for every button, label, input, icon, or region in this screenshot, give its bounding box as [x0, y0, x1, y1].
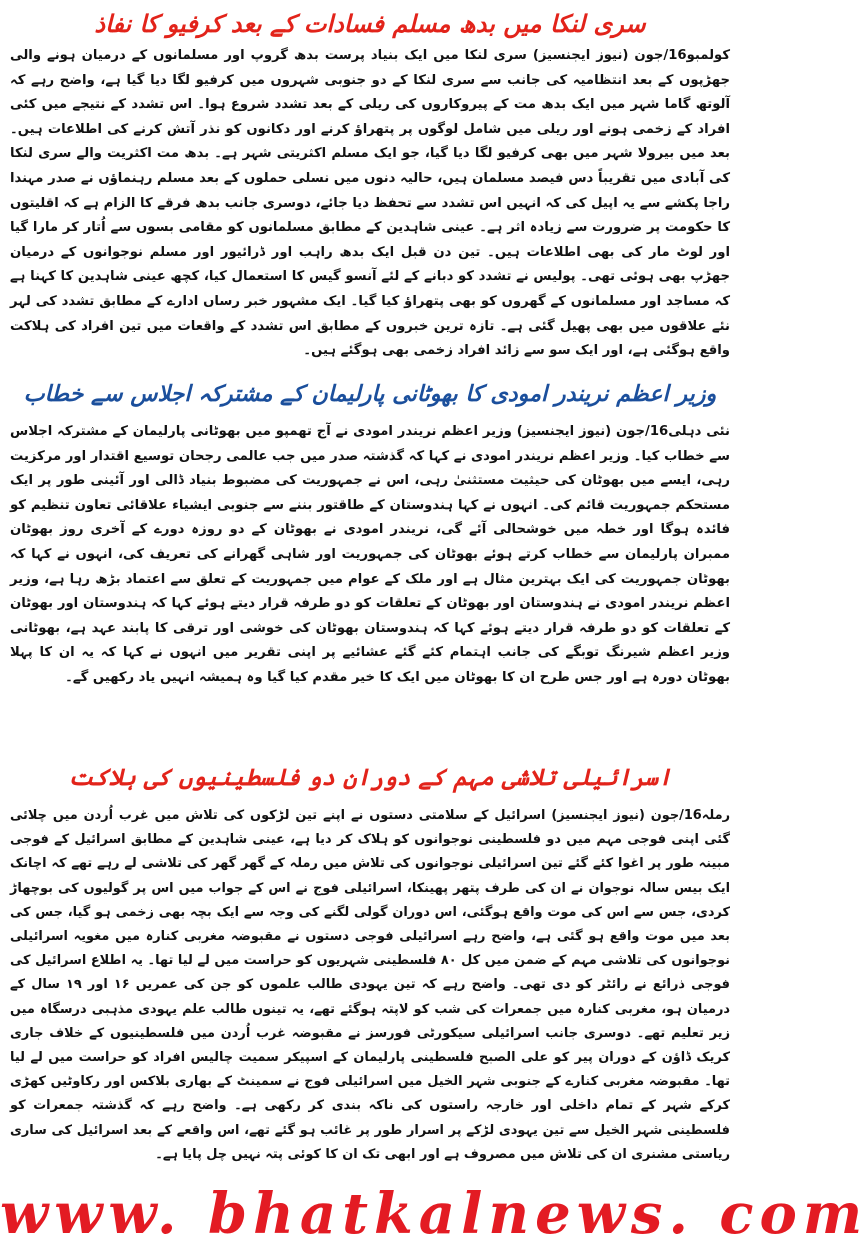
article-israel-search-body: رملہ16/جون (نیوز ایجنسیز) اسرائیل کے سلامتی دستوں نے اپنے تین لڑکوں کی تلاش میں غرب اُردن میں چلائی گئی اپنی فوجی مہم میں دو فلسطینی نوجوانوں کو ہلاک کر دیا ہے، عینی شاہدین کے مطابق اسرائیل کے فوجی مبینہ طور پر اغوا کئے گئے تین اسرائیلی نوجوانوں کی تلاش میں رملہ کے گھر گھر کی تلاشی لے رہے تھے کہ اچانک ایک بیس سالہ نوجوان نے ان کی طرف پتھر پھینکا، اسرائیلی فوج نے اس کے جواب میں اس پر گولیوں کی بوچھاڑ کردی، جس سے اس کی موت واقع ہوگئی، اس دوران گولی لگنے کی وجہ سے ایک بچہ بھی زخمی ہو گیا، جس کی بعد میں موت واقع ہو گئی ہے، واضح رہے اسرائیلی فوجی دستوں نے مقبوضہ مغربی کنارہ میں مغویہ اسرائیلی نوجوانوں کی تلاشی مہم کے ضمن میں کل ۸۰ فلسطینی شہریوں کو حراست میں لے لیا تھا۔ یہ اطلاع اسرائیل کی فوجی ذرائع نے رائٹر کو دی تھی۔ واضح رہے کہ تین یہودی طالب علموں کو جن کی عمریں ۱۶ اور ۱۹ سال کے درمیان ہو، مغربی کنارہ میں جمعرات کی شب کو لاپتہ ہوگئے تھے، یہ تینوں طالب علم یہودی مذہبی درسگاہ میں زیر تعلیم تھے۔ دوسری جانب اسرائیلی سیکورٹی فورسز نے مقبوضہ غرب اُردن میں فلسطینیوں کے خلاف جاری کریک ڈاؤن کے دوران پیر کو علی الصبح فلسطینی پارلیمان کے اسپیکر سمیت چالیس افراد کو حراست میں لے لیا تھا۔ مقبوضہ مغربی کنارے کے جنوبی شہر الخیل میں اسرائیلی فوج نے سمینٹ کے بھاری بلاکس اور رکاوٹیں کھڑی کرکے شہر کے تمام داخلی اور خارجہ راستوں کی ناکہ بندی کر رکھی ہے۔ واضح رہے کہ گذشتہ جمعرات کو فلسطینی شہر الخیل سے تین یہودی لڑکے پر اسرار طور پر غائب ہو گئے تھے، اس واقعے کے بعد اسرائیل کی ساری ریاستی مشنری ان کی تلاش میں مصروف ہے اور ابھی تک ان کا کوئی پتہ نہیں چل پایا ہے۔	[10, 808, 730, 1162]
article-modi-bhutan-body: نئی دہلی16/جون (نیوز ایجنسیز) وزیر اعظم نریندر امودی نے آج تھمپو میں بھوٹانی پارلیمان کے مشترکہ اجلاس سے خطاب کیا۔ وزیر اعظم نریندر امودی نے کہا کہ گذشتہ صدر میں جب عالمی رجحان توسیع اقتدار اور مرکزیت رہی، ایسے میں بھوٹان کی حیثیت مستثنیٰ رہی، اس نے جمہوریت کی مضبوط بنیاد ڈالی اور آئینی طور پر ایک مستحکم جمہوریت قائم کی۔ انہوں نے کہا ہندوستان کے طاقتور بننے سے جنوبی ایشیاء علاقائی تعاون تنظیم کو فائدہ ہوگا اور خطہ میں خوشحالی آئے گی، نریندر امودی نے بھوٹان کے دو روزہ دورے کے آخری روز بھوٹان ممبران پارلیمان سے خطاب کرتے ہوئے بھوٹان کی جمہوریت اور شاہی گھرانے کی تعریف کی، انہوں نے کہا کہ بھوٹان جمہوریت کی ایک بہترین مثال ہے اور ملک کے عوام میں جمہوریت کے تعلق سے اعتماد بڑھ رہا ہے، وزیر اعظم نریندر امودی نے ہندوستان اور بھوٹان کے تعلقات کو دو طرفہ قرار دیتے ہوئے کہا کہ ہندوستان اور بھوٹان کے تعلقات کو دو طرفہ قرار دیتے ہوئے کہا کہ ہندوستان بھوٹان کی خوشی اور ترقی کا پابند عہد ہے، بھوٹانی وزیر اعظم شیرنگ توبگے کی جانب اہتمام کئے گئے عشائیے پر اپنی تقریر میں انہوں نے کہا کہ یہ ان کا پہلا بھوٹان دورہ ہے اور جس طرح ان کا بھوٹان میں ایک کا خیر مقدم کیا گیا وہ ہمیشہ انہیں یاد رکھیں گے۔	[10, 424, 730, 685]
headline-srilanka-curfew: سری لنکا میں بدھ مسلم فسادات کے بعد کرفیو کا نفاذ	[94, 10, 646, 38]
headline-israel-search-operation: اسرائیلی تلاشی مہم کے دوران دو فلسطینیوں کی ہلاکت	[68, 765, 672, 791]
headline-modi-bhutan-address: وزیر اعظم نریندر امودی کا بھوٹانی پارلیمان کے مشترکہ اجلاس سے خطاب	[23, 381, 717, 407]
website-watermark: www. bhatkalnews. com	[0, 1181, 868, 1247]
article-srilanka-curfew-body: کولمبو16/جون (نیوز ایجنسیز) سری لنکا میں ایک بنیاد پرست بدھ گروپ اور مسلمانوں کے درمیان ہونے والی جھڑپوں کے بعد انتظامیہ کی جانب سے سری لنکا کے دو جنوبی شہروں میں کرفیو لگا دیا گیا ہے، واضح رہے کہ آلوتھ گاما شہر میں ایک بدھ مت کے پیروکاروں کی ریلی کے بعد تشدد شروع ہوا۔ اس تشدد کے نتیجے میں کئی افراد کے زخمی ہونے اور ریلی میں شامل لوگوں پر پتھراؤ کرنے اور دکانوں کو نذر آتش کرنے کی اطلاعات ہیں۔ بعد میں بیرولا شہر میں بھی کرفیو لگا دیا گیا، جو ایک مسلم اکثریتی شہر ہے۔ بدھ مت اکثریت والے سری لنکا کی آبادی میں تقریباً دس فیصد مسلمان ہیں، حالیہ دنوں میں نسلی حملوں کے بعد مسلم رہنماؤں نے صدر مہندا راجا پکشے سے یہ اپیل کی کہ انہیں اس تشدد سے تحفظ دیا جائے، دوسری جانب بدھ فرقے کا الزام ہے کہ اقلیتوں کا حکومت پر ضرورت سے زیادہ اثر ہے۔ عینی شاہدین کے مطابق مسلمانوں کو مقامی بسوں سے اُتار کر مارا گیا اور لوٹ مار کی بھی اطلاعات ہیں۔ تین دن قبل ایک بدھ راہب اور ڈرائیور اور مسلم نوجوانوں کے درمیان جھڑپ بھی ہوئی تھی۔ پولیس نے تشدد کو دبانے کے لئے آنسو گیس کا استعمال کیا، کچھ عینی شاہدین کا کہنا ہے کہ مساجد اور مسلمانوں کے گھروں کو بھی پتھراؤ کیا گیا۔ ایک مشہور خبر رساں ادارے کے مطابق تشدد کی لہر نئے علاقوں میں بھی پھیل گئی ہے۔ تازہ ترین خبروں کے مطابق اس تشدد کے واقعات میں تین افراد کی ہلاکت واقع ہوگئی ہے، اور ایک سو سے زائد افراد زخمی بھی ہوگئے ہیں۔	[10, 48, 730, 359]
